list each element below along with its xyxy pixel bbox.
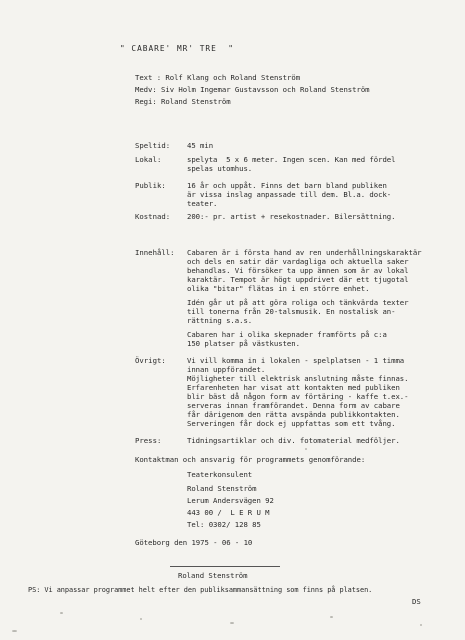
kontakt-line: Tel: 0302/ 128 85 (187, 520, 261, 529)
ovrigt-line: innan uppförandet. (187, 365, 266, 374)
lokal-line: spelyta 5 x 6 meter. Ingen scen. Kan med fördel (187, 155, 396, 164)
innehall-line: Cabaren är i första hand av ren underhållningskaraktär (187, 248, 422, 257)
innehall-line: Idén går ut på att göra roliga och tänkvärda texter (187, 298, 409, 307)
publik-line: 16 år och uppåt. Finns det barn bland publiken (187, 181, 387, 190)
scan-speck (330, 616, 333, 618)
scan-speck (230, 622, 234, 624)
signature-name: Roland Stenström (178, 571, 248, 580)
innehall-line: 150 platser på västkusten. (187, 339, 300, 348)
kontakt-line: Lerum Andersvägen 92 (187, 496, 274, 505)
innehall-line: rättning s.a.s. (187, 316, 253, 325)
innehall-label: Innehåll: (135, 248, 175, 257)
publik-line: är vissa inslag anpassade till dem. Bl.a. dock- (187, 190, 392, 199)
innehall-line: och dels en satir där vardagliga och aktuella saker (187, 257, 409, 266)
publik-line: teater. (187, 199, 218, 208)
ovrigt-label: Övrigt: (135, 356, 166, 365)
lokal-line: spelas utomhus. (187, 164, 253, 173)
kontakt-line: Teaterkonsulent (187, 470, 253, 479)
date-line: Göteborg den 1975 - 06 - 10 (135, 538, 253, 547)
publik-label: Publik: (135, 181, 166, 190)
kontakt-heading: Kontaktman och ansvarig för programmets genomförande: (135, 455, 366, 464)
ovrigt-line: blir bäst då någon form av förtäring - kaffe t.ex.- (187, 392, 409, 401)
postscript-initials: DS (412, 597, 421, 606)
ovrigt-line: Serveringen får dock ej uppfattas som ett tvång. (187, 419, 396, 428)
press-value: Tidningsartiklar och div. fotomaterial medföljer. (187, 436, 400, 445)
ovrigt-line: Möjligheter till elektrisk anslutning måste finnas. (187, 374, 409, 383)
scan-speck (140, 618, 142, 620)
innehall-line: olika "bitar" flätas in i en större enhet. (187, 284, 370, 293)
postscript: PS: Vi anpassar programmet helt efter den publiksammansättning som finns på platsen. (28, 586, 373, 594)
ovrigt-line: Vi vill komma in i lokalen - spelplatsen - 1 timma (187, 356, 405, 365)
kostnad-value: 200:- pr. artist + resekostnader. Bilersättning. (187, 212, 396, 221)
innehall-line: Cabaren har i olika skepnader framförts på c:a (187, 330, 387, 339)
ovrigt-line: Erfarenheten har visat att kontakten med publiken (187, 383, 400, 392)
ovrigt-line: får därigenom den rätta avspända publikkontakten. (187, 410, 400, 419)
scan-speck (60, 612, 63, 614)
innehall-line: karaktär. Tempot är högt uppdrivet där ett tjugotal (187, 275, 409, 284)
innehall-line: till tonerna från 20-talsmusik. En nostalisk an- (187, 307, 396, 316)
speltid-value: 45 min (187, 141, 214, 150)
innehall-line: behandlas. Vi försöker ta upp ämnen som är av lokal (187, 266, 409, 275)
kostnad-label: Kostnad: (135, 212, 171, 221)
press-label: Press: (135, 436, 162, 445)
scan-speck (305, 448, 307, 450)
kontakt-line: Roland Stenström (187, 484, 257, 493)
speltid-label: Speltid: (135, 141, 171, 150)
kontakt-line: 443 00 / L E R U M (187, 508, 270, 517)
credits-medverkande: Medv: Siv Holm Ingemar Gustavsson och Roland Stenström (135, 85, 370, 94)
signature-rule (170, 566, 280, 567)
ovrigt-line: serveras innan framförandet. Denna form av cabare (187, 401, 400, 410)
scan-speck (12, 630, 17, 632)
credits-regi: Regi: Roland Stenström (135, 97, 231, 106)
lokal-label: Lokal: (135, 155, 162, 164)
credits-text: Text : Rolf Klang och Roland Stenström (135, 73, 301, 82)
document-title: " CABARE' MR' TRE " (120, 44, 234, 53)
scan-speck (420, 624, 422, 626)
